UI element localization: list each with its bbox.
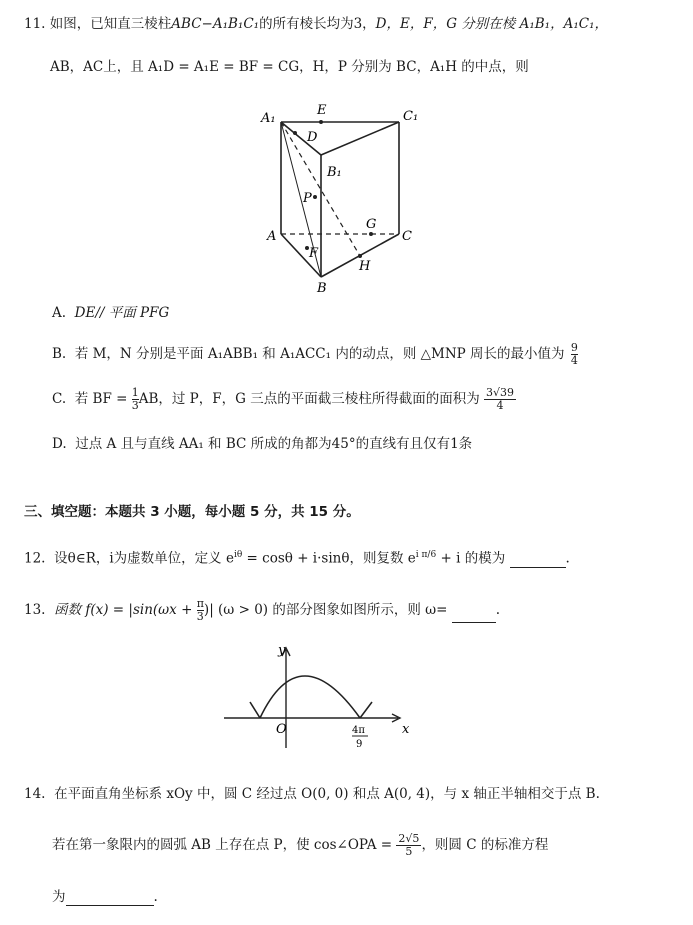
q14-line1 xyxy=(24,785,600,803)
point-g xyxy=(369,232,373,236)
label-b: B xyxy=(317,281,327,296)
q13-frac-den: 3 xyxy=(196,610,204,623)
option-a-text: DE// 平面 PFG xyxy=(74,305,170,321)
option-b-frac-num: 9 xyxy=(570,341,578,354)
label-a1: A₁ xyxy=(261,111,276,126)
q14-text3: 为 xyxy=(52,889,66,905)
q11-option-b xyxy=(52,342,578,367)
option-c-frac-den: 4 xyxy=(496,399,504,412)
edge-b1c1 xyxy=(321,122,399,155)
q13-number: 13. xyxy=(24,602,46,618)
q12-exp1: iθ xyxy=(233,550,243,560)
point-h xyxy=(358,254,362,258)
q11-points: D，E，F，G 分别在棱 A₁B₁，A₁C₁， xyxy=(375,16,608,32)
q11-number: 11. xyxy=(24,16,46,32)
q11-option-d xyxy=(52,435,472,453)
option-c-coef xyxy=(132,387,139,412)
label-f: F xyxy=(309,246,319,261)
q14-frac-num: 2√5 xyxy=(398,832,420,845)
label-b1: B₁ xyxy=(327,165,342,180)
option-d-text: 过点 A 且与直线 AA₁ 和 BC 所成的角都为45°的直线有且仅有1条 xyxy=(75,436,473,452)
q12-answer-blank[interactable] xyxy=(510,553,566,568)
q14-pre: 若在第一象限内的圆弧 AB 上存在点 P，使 cos∠OPA = xyxy=(52,837,393,853)
graph-tick-num: 4π xyxy=(352,725,365,736)
label-p: P xyxy=(303,191,312,206)
option-c-mid: AB，过 P，F，G 三点的平面截三棱柱所得截面的面积为 xyxy=(138,391,480,407)
q13 xyxy=(24,598,500,623)
curve-main-arch xyxy=(260,676,360,718)
prism-figure xyxy=(255,100,425,300)
q13-frac-num: π xyxy=(196,597,204,610)
q14-number: 14. xyxy=(24,786,46,802)
option-b-fraction xyxy=(571,342,578,367)
option-c-fraction xyxy=(484,387,516,412)
option-c-coef-den: 3 xyxy=(131,399,139,412)
q12-pre: 设θ∈R，i为虚数单位，定义 e xyxy=(54,550,234,567)
point-e xyxy=(319,120,323,124)
label-c1: C₁ xyxy=(403,109,419,124)
option-b-letter: B. xyxy=(52,346,67,362)
q14-line2 xyxy=(52,833,548,858)
q13-fraction xyxy=(197,598,204,623)
q11-option-c xyxy=(52,387,516,412)
label-h: H xyxy=(359,259,371,274)
label-c: C xyxy=(402,229,412,244)
option-c-frac-num: 3√39 xyxy=(486,386,515,399)
q11-prism: ABC−A₁B₁C₁ xyxy=(171,16,260,32)
q12-number: 12. xyxy=(24,550,46,567)
q14-frac-den: 5 xyxy=(405,845,413,858)
q11-line1 xyxy=(24,15,608,33)
q14-end: . xyxy=(153,889,158,905)
q11-option-a xyxy=(52,304,169,322)
q12 xyxy=(24,546,570,568)
section-title: 三、填空题：本题共 3 小题，每小题 5 分，共 15 分。 xyxy=(24,504,360,520)
q14-fraction xyxy=(396,833,421,858)
q13-graph xyxy=(220,640,420,755)
graph-x-label: x xyxy=(402,722,410,737)
q12-post: + i 的模为 xyxy=(436,550,506,567)
option-c-letter: C. xyxy=(52,391,67,407)
option-d-letter: D. xyxy=(52,436,67,452)
q12-exp2: i π/6 xyxy=(415,550,437,560)
point-d xyxy=(293,131,297,135)
q12-end: . xyxy=(565,550,570,567)
q11-intro: 如图，已知直三棱柱 xyxy=(49,16,172,32)
graph-y-label: y xyxy=(278,643,286,658)
option-b-text: 若 M，N 分别是平面 A₁ABB₁ 和 A₁ACC₁ 内的动点，则 △MNP 周长的最小值为 xyxy=(74,346,565,362)
curve-right-branch xyxy=(360,702,372,718)
q13-answer-blank[interactable] xyxy=(452,608,496,623)
q12-mid: = cosθ + i·sinθ，则复数 e xyxy=(242,550,416,567)
q14-post: ，则圆 C 的标准方程 xyxy=(421,837,549,853)
option-a-letter: A. xyxy=(52,305,67,321)
curve-left-branch xyxy=(250,702,260,718)
label-e: E xyxy=(317,103,327,118)
option-c-pre: 若 BF = xyxy=(74,391,128,407)
q13-post: )| (ω > 0) 的部分图象如图所示，则 ω= xyxy=(203,602,448,618)
q14-text1: 在平面直角坐标系 xOy 中，圆 C 经过点 O(0, 0) 和点 A(0, 4)，与 x 轴正半轴相交于点 B. xyxy=(54,786,600,802)
q13-end: . xyxy=(495,602,501,618)
label-a: A xyxy=(267,229,277,244)
label-d: D xyxy=(307,130,318,145)
graph-origin-label: O xyxy=(276,722,287,737)
q14-line3 xyxy=(52,888,158,906)
point-p xyxy=(313,195,317,199)
label-g: G xyxy=(366,217,377,232)
option-c-coef-num: 1 xyxy=(131,386,139,399)
q13-pre: 函数 f(x) = |sin(ωx + xyxy=(54,602,193,618)
option-b-frac-den: 4 xyxy=(570,354,578,367)
q11-intro2: 的所有棱长均为3， xyxy=(259,16,376,32)
q14-answer-blank[interactable] xyxy=(66,891,154,906)
graph-tick-den: 9 xyxy=(356,739,363,750)
q11-line2: AB，AC上，且 A₁D = A₁E = BF = CG，H，P 分别为 BC，A₁H 的中点，则 xyxy=(50,59,529,75)
